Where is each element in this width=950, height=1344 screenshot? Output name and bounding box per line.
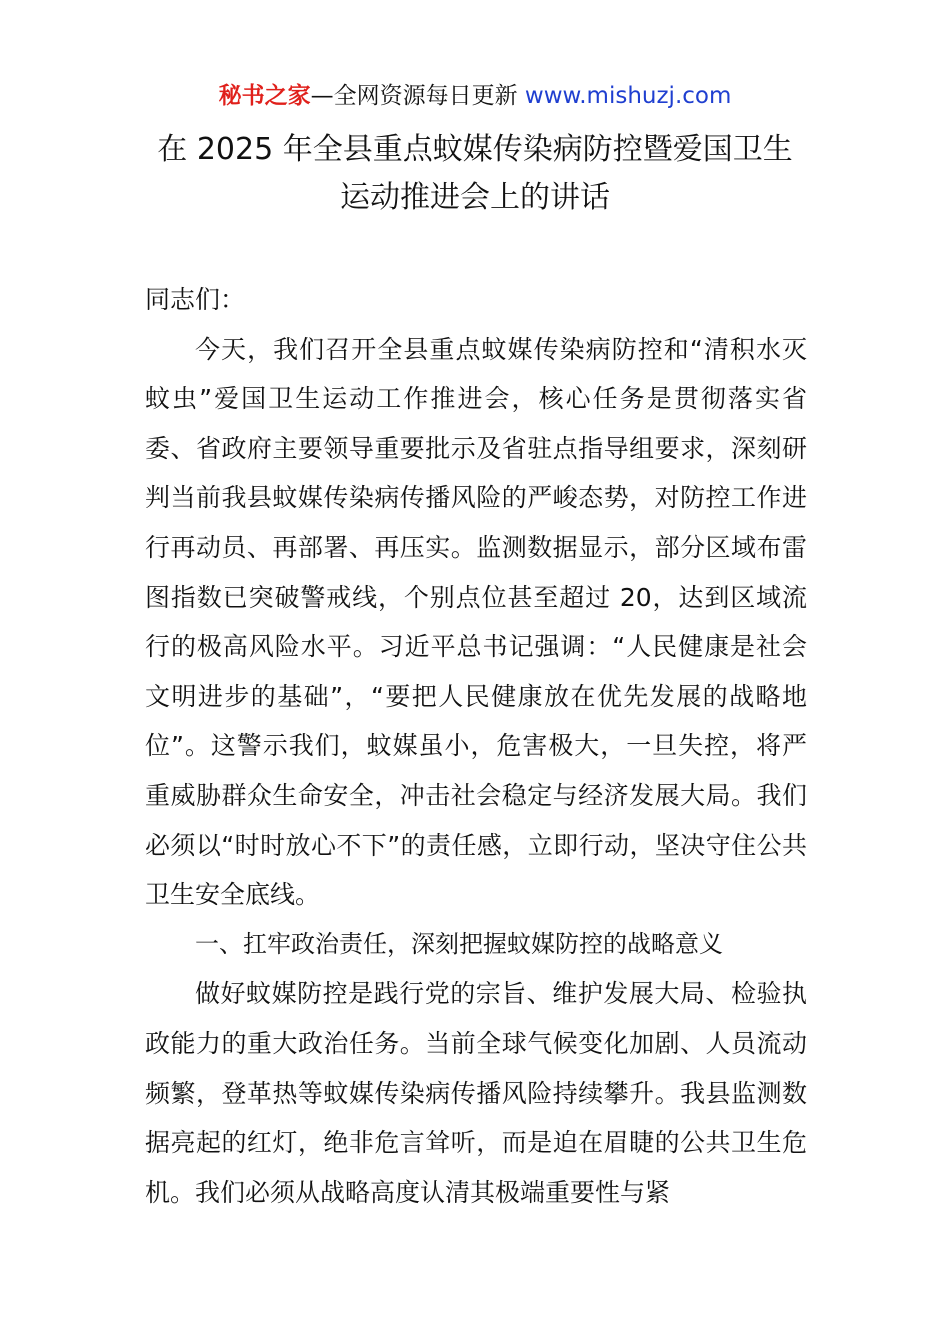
paragraph-section-1: 做好蚊媒防控是践行党的宗旨、维护发展大局、检验执政能力的重大政治任务。当前全球气候变化加剧、人员流动频繁，登革热等蚊媒传染病传播风险持续攀升。我县监测数据亮起的红灯，绝非危言耸听，而是迫在眉睫的公共卫生危机。我们必须从战略高度认清其极端重要性与紧 [145, 979, 807, 1207]
document-body [145, 275, 807, 1217]
section-heading-1: 一、扛牢政治责任，深刻把握蚊媒防控的战略意义 [195, 929, 723, 958]
paragraph-intro: 今天，我们召开全县重点蚊媒传染病防控和“清积水灭蚊虫”爱国卫生运动工作推进会，核心任务是贯彻落实省委、省政府主要领导重要批示及省驻点指导组要求，深刻研判当前我县蚊媒传染病传播风险的严峻态势，对防控工作进行再动员、再部署、再压实。监测数据显示，部分区域布雷图指数已突破警戒线，个别点位甚至超过 20，达到区域流行的极高风险水平。习近平总书记强调：“人民健康是社会文明进步的基础”，“要把人民健康放在优先发展的战略地位”。这警示我们，蚊媒虽小，危害极大，一旦失控，将严重威胁群众生命安全，冲击社会稳定与经济发展大局。我们必须以“时时放心不下”的责任感，立即行动，坚决守住公共卫生安全底线。 [145, 334, 807, 910]
site-brand: 秘书之家 [218, 83, 311, 109]
document-title-line-2: 运动推进会上的讲话 [340, 180, 610, 215]
document-title-line-1: 在 2025 年全县重点蚊媒传染病防控暨爱国卫生 [157, 132, 793, 167]
salutation: 同志们： [145, 285, 246, 314]
site-header [0, 80, 950, 112]
site-url-link[interactable]: www.mishuzj.com [524, 83, 732, 109]
site-tagline: —全网资源每日更新 [310, 83, 518, 109]
document-title [100, 126, 850, 222]
